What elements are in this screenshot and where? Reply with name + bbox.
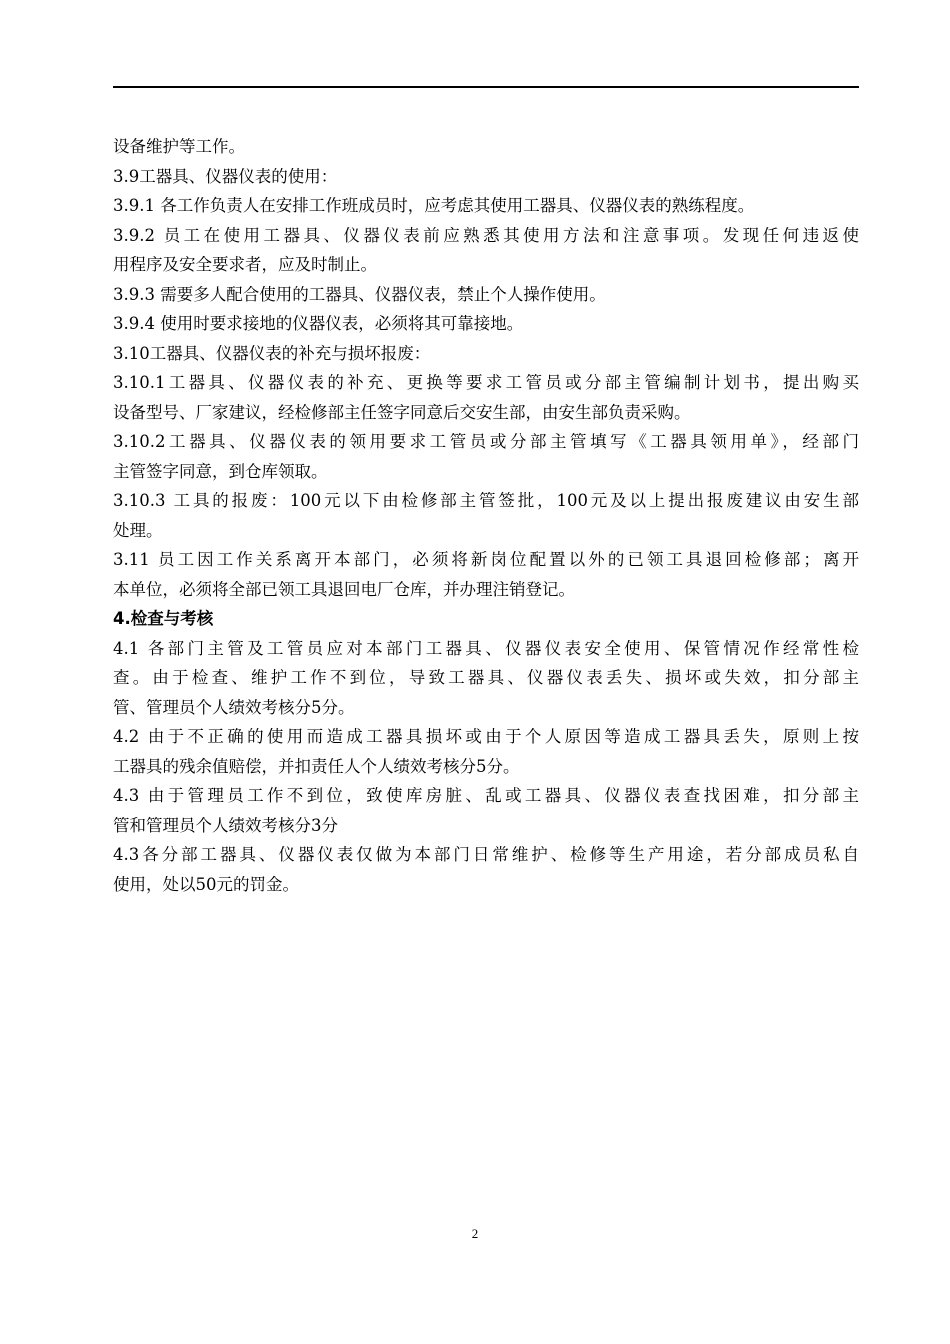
section-3-9-title: 3.9工器具、仪器仪表的使用：: [113, 166, 338, 186]
text-line: 设备维护等工作。: [113, 137, 245, 156]
text-line: 3.11 员工因工作关系离开本部门，必须将新岗位配置以外的已领工具退回检修部；离开: [113, 550, 859, 569]
text-line: 3.9.3 需要多人配合使用的工器具、仪器仪表，禁止个人操作使用。: [113, 284, 606, 304]
text-line: 4.3各分部工器具、仪器仪表仅做为本部门日常维护、检修等生产用途，若分部成员私自: [113, 845, 859, 864]
text-line: 管和管理员个人绩效考核分3分: [113, 815, 338, 835]
text-line: 设备型号、厂家建议，经检修部主任签字同意后交安生部，由安生部负责采购。: [113, 402, 691, 422]
text-line: 4.3 由于管理员工作不到位，致使库房脏、乱或工器具、仪器仪表查找困难，扣分部主: [113, 786, 859, 805]
text-line: 工器具的残余值赔偿，并扣责任人个人绩效考核分5分。: [113, 756, 520, 776]
section-4-heading: 4.检查与考核: [113, 609, 214, 628]
text-line: 查。由于检查、维护工作不到位，导致工器具、仪器仪表丢失、损坏或失效，扣分部主: [113, 668, 859, 687]
text-line: 主管签字同意，到仓库领取。: [113, 461, 328, 481]
text-line: 处理。: [113, 520, 163, 540]
text-line: 4.2 由于不正确的使用而造成工器具损坏或由于个人原因等造成工器具丢失，原则上按: [113, 727, 859, 746]
document-body: [113, 132, 859, 899]
text-line: 用程序及安全要求者，应及时制止。: [113, 255, 377, 274]
text-line: 管、管理员个人绩效考核分5分。: [113, 697, 355, 717]
header-rule: [113, 86, 859, 88]
text-line: 3.10.2工器具、仪器仪表的领用要求工管员或分部主管填写《工器具领用单》，经部门: [113, 432, 859, 451]
text-line: 3.9.2 员工在使用工器具、仪器仪表前应熟悉其使用方法和注意事项。发现任何违返使: [113, 225, 859, 245]
text-line: 4.1 各部门主管及工管员应对本部门工器具、仪器仪表安全使用、保管情况作经常性检: [113, 638, 859, 658]
section-3-10-title: 3.10工器具、仪器仪表的补充与损坏报废：: [113, 343, 431, 363]
text-line: 3.9.1 各工作负责人在安排工作班成员时，应考虑其使用工器具、仪器仪表的熟练程度。: [113, 196, 755, 215]
text-line: 本单位，必须将全部已领工具退回电厂仓库，并办理注销登记。: [113, 579, 575, 599]
text-line: 3.9.4 使用时要求接地的仪器仪表，必须将其可靠接地。: [113, 314, 524, 333]
text-line: 使用，处以50元的罚金。: [113, 874, 299, 894]
text-line: 3.10.1工器具、仪器仪表的补充、更换等要求工管员或分部主管编制计划书，提出购买: [113, 373, 859, 392]
text-line: 3.10.3 工具的报废：100元以下由检修部主管签批，100元及以上提出报废建议由安生部: [113, 491, 859, 510]
page-number: 2: [471, 1226, 479, 1241]
